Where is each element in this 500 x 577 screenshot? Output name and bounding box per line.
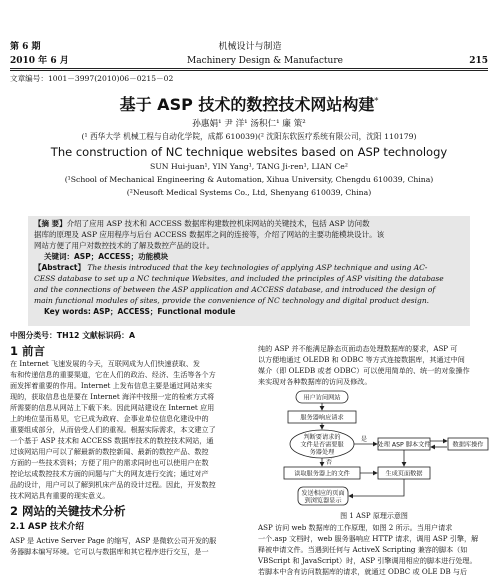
paper-title-cn-text: 基于 ASP 技术的数控技术网站构建 xyxy=(119,95,375,114)
text-line: 重要组成部分，从而倍受人们的重视。根据实际需求，本文建立了 xyxy=(10,425,216,434)
authors-cn: 孙惠娟¹ 尹 洋¹ 汤积仁¹ 廉 策² xyxy=(192,119,306,129)
node-process-asp-label: 处理 ASP 脚本文件 xyxy=(377,441,431,449)
header-rule-top xyxy=(10,68,488,69)
node-read-file-label: 读取服务器上的文件 xyxy=(294,470,350,478)
abstract-en-text-1: The thesis introduced that the key technologies of applying ASP technique and using AC- xyxy=(87,263,428,272)
text-line: 务器脚本编写环境。它可以与数据库和其它程序进行交互，是一 xyxy=(10,547,209,556)
journal-name-cn: 机械设计与制造 xyxy=(218,42,282,52)
figure-1-caption: 图 1 ASP 原理示意图 xyxy=(340,512,408,520)
abstract-cn-line-2: 据库的原理及 ASP 应用程序与后台 ACCESS 数据库之间的连接等，介绍了网站的主要功能模块设计。该 xyxy=(34,230,385,239)
asp-principle-diagram xyxy=(258,390,490,508)
classification-code: 中图分类号：TH12 文献标识码：A xyxy=(10,331,136,340)
left-column-intro xyxy=(10,358,242,501)
abstract-cn-text-1: 介绍了应用 ASP 技术和 ACCESS 数据库构建数控机床网站的关键技术，包括 ASP 访问数 xyxy=(66,219,370,228)
journal-name-en: Machinery Design & Manufacture xyxy=(187,56,343,66)
text-line: 现的，获取信息也是要在 Internet 海洋中按照一定的检索方式将 xyxy=(10,392,215,401)
text-line: 方面的一些技术资料；方便了用户的需求同时也可以使用户在数 xyxy=(10,458,209,467)
edge-yes-label: 是 xyxy=(360,436,368,443)
text-line: 来实现对各种数据库的访问及修改。 xyxy=(258,377,372,386)
text-line: 过该网站用户可以了解最新的数控新闻、最新的数控产品、数控 xyxy=(10,447,209,456)
text-line: 纯的 ASP 并不能满足静态页面动态处理数据库的要求，ASP 可 xyxy=(258,344,458,353)
abstract-en xyxy=(34,262,466,317)
abstract-cn-label: 【摘 要】 xyxy=(34,219,67,228)
right-column-bottom xyxy=(258,522,490,577)
node-server-respond-label: 服务器响应请求 xyxy=(300,414,344,422)
keywords-en xyxy=(34,306,466,317)
node-judge-label-1: 判断要请求的 xyxy=(303,434,341,441)
text-line: 在 Internet 飞速发展的今天，互联网成为人们快速获取、发 xyxy=(10,359,200,368)
text-line: 控论坛成数控技术方面的问题与广大的网友进行交流；通过对产 xyxy=(10,469,209,478)
abstract-cn-line-1 xyxy=(34,218,466,229)
node-db-operation-label: 数据库操作 xyxy=(452,441,484,449)
article-id: 文章编号：1001－3997(2010)06－0215－02 xyxy=(10,74,174,83)
paper-title-cn xyxy=(10,92,488,115)
node-generate-page-label: 生成页面数据 xyxy=(385,470,423,478)
section-1-title: 1 前言 xyxy=(10,344,46,358)
abstract-en-line-3: and the connections of between the ASP application and ACCESS database, and introduced the design of xyxy=(34,285,436,294)
right-column-top xyxy=(258,343,490,387)
affiliation-en-2: (²Neusoft Medical Systems Co., Ltd, Shenyang 610039, China) xyxy=(126,188,372,197)
keywords-cn-text: ASP；ACCESS；功能模块 xyxy=(74,252,169,261)
issue-number: 第 6 期 xyxy=(10,42,41,52)
abstract-cn xyxy=(34,218,466,262)
node-send-page-label-2: 到浏览器显示 xyxy=(304,497,342,505)
text-line: ASP 访问 web 数据库的工作原理，如图 2 所示。当用户请求 xyxy=(258,523,453,532)
text-line: 媒介（即 OLEDB 或者 ODBC）可以使用简单的、统一的对象操作 xyxy=(258,366,470,375)
page-number: 215 xyxy=(469,56,488,66)
node-user-visit-label: 用户访问网站 xyxy=(303,394,341,402)
node-send-page-label-1: 发送相应的页面 xyxy=(301,490,345,497)
header-rule-bottom xyxy=(10,70,488,71)
abstract-en-line-2: CESS database to set up a NC technique Websites, and included the principles of ASP visiting the database xyxy=(34,274,444,283)
keywords-en-label: Key words: xyxy=(44,307,91,316)
abstract-en-line-4: main functional modules of sites, provide the convenience of NC technology and digital product design. xyxy=(34,296,430,305)
abstract-en-label: 【Abstract】 xyxy=(34,263,86,272)
text-line: ASP 是 Active Server Page 的缩写，ASP 是微软公司开发的服 xyxy=(10,536,217,545)
authors-en: SUN Hui-juan¹, YIN Yang¹, TANG Ji-ren¹, LIAN Ce² xyxy=(150,162,348,171)
keywords-en-text: ASP；ACCESS；Functional module xyxy=(93,307,236,316)
text-line: 以方便地通过 OLEDB 和 ODBC 等方式连接数据库，其通过中间 xyxy=(258,355,465,364)
text-line: 若脚本中含有访问数据库的请求，就通过 ODBC 或 OLE DB 与后 xyxy=(258,567,468,576)
node-judge-label-3: 务器处理 xyxy=(309,449,335,456)
text-line: 上的地位显而易见，它已成为政府、企事业单位信息化建设中的 xyxy=(10,414,209,423)
text-line: VBScript 和 JavaScript）时，ASP 引擎调用相应的脚本进行处理。 xyxy=(258,556,477,565)
keywords-cn-label: 关键词： xyxy=(44,252,74,261)
text-line: 品的设计，用户可以了解到机床产品的设计过程。因此，开发数控 xyxy=(10,480,216,489)
text-line: 技术网站具有重要的现实意义。 xyxy=(10,491,110,500)
text-line: 所需要的信息从网站上下载下来。因此网站建设在 Internet 应用 xyxy=(10,403,215,412)
text-line: 面发挥着重要的作用。Internet 上发布信息主要是通过网站来实 xyxy=(10,381,212,390)
left-column-asp xyxy=(10,535,242,557)
text-line: 一个.asp 文档时，web 服务器响应 HTTP 请求，调用 ASP 引擎，解 xyxy=(258,534,479,543)
text-line: 布和传递信息的重要渠道，它在人们的政治、经济、生活等各个方 xyxy=(10,370,216,379)
issue-date: 2010 年 6 月 xyxy=(10,56,69,66)
text-line: 释被申请文件。当遇到任何与 ActiveX Scripting 兼容的脚本（如 xyxy=(258,545,468,554)
affiliation-en-1: (¹School of Mechanical Engineering & Automation, Xihua University, Chengdu 610039, China) xyxy=(64,175,434,184)
abstract-en-line-1 xyxy=(34,262,466,273)
paper-title-en: The construction of NC technique websites based on ASP technology xyxy=(50,145,448,159)
node-judge-label-2: 文件是否需要服 xyxy=(300,441,344,449)
text-line: 一个基于 ASP 技术和 ACCESS 数据库技术的数控技术网站，通 xyxy=(10,436,214,445)
affiliation-cn: (¹ 西华大学 机械工程与自动化学院，成都 610039)(² 沈阳东软医疗系统有限公司，沈阳 110179) xyxy=(81,132,417,141)
section-2-title: 2 网站的关键技术分析 xyxy=(10,504,126,518)
keywords-cn xyxy=(34,251,466,262)
edge-no-label: 否 xyxy=(325,459,333,466)
title-footnote-mark: * xyxy=(374,96,379,106)
section-2-1-title: 2.1 ASP 技术介绍 xyxy=(10,522,84,532)
abstract-cn-line-3: 网站方便了用户对数控技术的了解及数控产品的设计。 xyxy=(34,241,214,250)
